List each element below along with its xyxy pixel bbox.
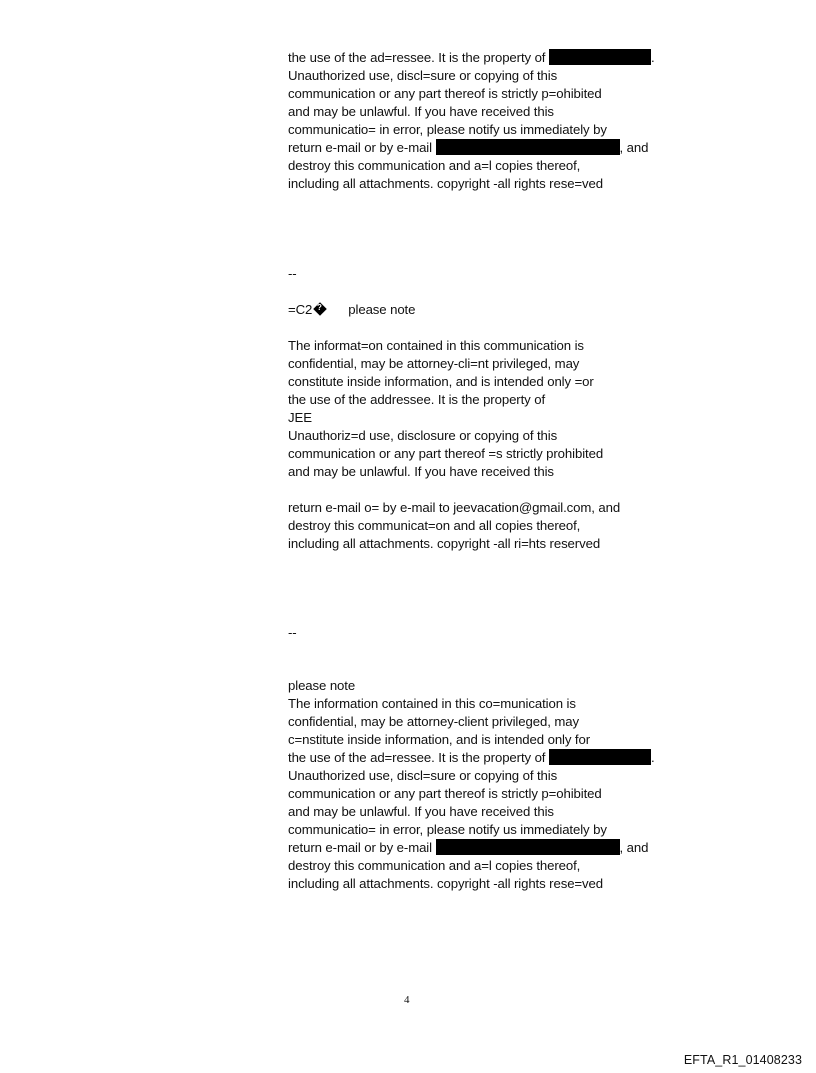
redaction-box [549,749,651,765]
text-line: the use of the addressee. It is the property of [288,392,546,407]
page-number: 4 [404,994,410,1006]
text-line: JEE [288,410,312,425]
redaction-box [436,139,620,155]
text-line: including all attachments. copyright -all rights rese=ved [288,176,603,191]
text-line: The informat=on contained in this communication is [288,338,584,353]
text-line: constitute inside information, and is intended only =or [288,374,594,389]
replacement-char-icon [313,302,327,316]
text-line: =C2? please note [288,301,415,319]
text-line: Unauthorized use, discl=sure or copying of this [288,768,558,783]
text-line: including all attachments. copyright -all ri=hts reserved [288,536,601,551]
text-line: communicatio= in error, please notify us immediately by [288,822,607,837]
text-line: destroy this communicat=on and all copies thereof, [288,518,581,533]
text-line: please note [288,678,356,693]
text-line: communicatio= in error, please notify us immediately by [288,122,607,137]
redaction-box [436,839,620,855]
text-line: the use of the ad=ressee. It is the property of . [288,50,655,65]
text-line: Unauthoriz=d use, disclosure or copying of this [288,428,558,443]
text-line: return e-mail or by e-mail , and [288,140,649,155]
text-line: including all attachments. copyright -all rights rese=ved [288,876,603,891]
text-line: return e-mail o= by e-mail to jeevacation@gmail.com, and [288,500,621,515]
text-line: return e-mail or by e-mail , and [288,840,649,855]
text-line: and may be unlawful. If you have received this [288,464,554,479]
text-line: communication or any part thereof is strictly p=ohibited [288,86,602,101]
text-line: destroy this communication and a=l copies thereof, [288,158,581,173]
text-line: and may be unlawful. If you have received this [288,104,554,119]
text-line: communication or any part thereof =s strictly prohibited [288,446,604,461]
redaction-box [549,49,651,65]
text-line: and may be unlawful. If you have received this [288,804,554,819]
text-line: destroy this communication and a=l copies thereof, [288,858,581,873]
text-line: communication or any part thereof is strictly p=ohibited [288,786,602,801]
text-line: c=nstitute inside information, and is intended only for [288,732,591,747]
text-line: The information contained in this co=munication is [288,696,576,711]
separator: -- [288,625,297,640]
text-line: the use of the ad=ressee. It is the property of . [288,750,655,765]
separator: -- [288,266,297,281]
text-line: Unauthorized use, discl=sure or copying of this [288,68,558,83]
text-line: confidential, may be attorney-cli=nt privileged, may [288,356,580,371]
bates-number: EFTA_R1_01408233 [683,1053,802,1067]
text-line: confidential, may be attorney-client privileged, may [288,714,579,729]
